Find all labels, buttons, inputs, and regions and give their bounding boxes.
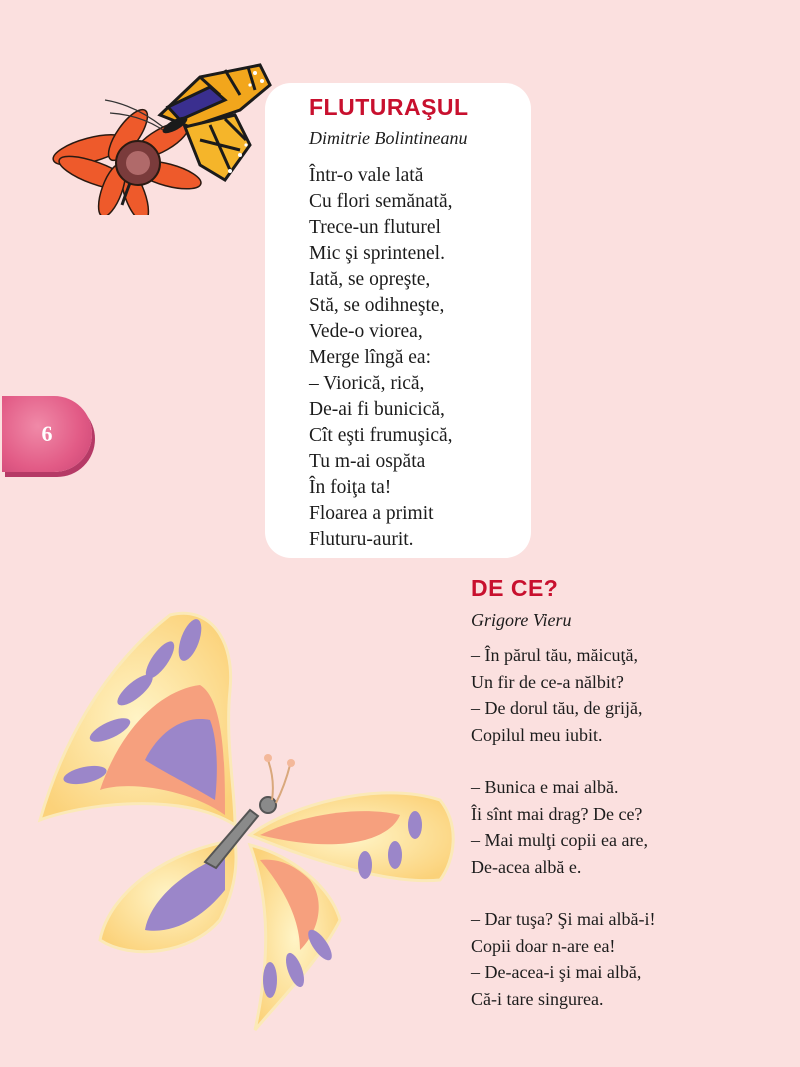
poem-line: – Viorică, rică, bbox=[309, 373, 425, 394]
poem-line: – Mai mulţi copii ea are, bbox=[471, 830, 648, 850]
monarch-butterfly-illustration bbox=[50, 55, 275, 215]
poem-line: De-ai fi bunicică, bbox=[309, 399, 445, 420]
poem-line: Trece-un fluturel bbox=[309, 217, 441, 238]
poem-line: În foiţa ta! bbox=[309, 477, 392, 498]
poem-line: Vede-o viorea, bbox=[309, 321, 423, 342]
poem-line: Stă, se odihneşte, bbox=[309, 295, 445, 316]
poem-line: Că-i tare singurea. bbox=[471, 988, 604, 1009]
page-number-badge bbox=[2, 396, 92, 472]
poem-author: Grigore Vieru bbox=[471, 610, 572, 630]
poem-line: Un fir de ce-a nălbit? bbox=[471, 671, 624, 692]
poem-line: – De dorul tău, de grijă, bbox=[471, 698, 643, 718]
poem-de-ce bbox=[471, 575, 791, 1012]
poem-line: Tu m-ai ospăta bbox=[309, 451, 426, 472]
poem-line: De-acea albă e. bbox=[471, 856, 582, 877]
poem-author: Dimitrie Bolintineanu bbox=[309, 128, 468, 148]
poem-line: Cît eşti frumuşică, bbox=[309, 425, 453, 446]
poem-line: Îi sînt mai drag? De ce? bbox=[471, 803, 643, 824]
poem-title: DE CE? bbox=[471, 575, 559, 601]
lower-right-wing bbox=[250, 845, 340, 1030]
poem-lines bbox=[309, 163, 453, 553]
poem-line: Iată, se opreşte, bbox=[309, 269, 431, 290]
poem-title: FLUTURAŞUL bbox=[309, 94, 469, 120]
poem-lines bbox=[471, 642, 791, 1012]
poem-line: Copii doar n-are ea! bbox=[471, 935, 616, 956]
poem-card-fluturasul bbox=[265, 83, 531, 558]
poem-line: – Bunica e mai albă. bbox=[471, 777, 619, 797]
pastel-butterfly-illustration bbox=[20, 600, 465, 1045]
page-number: 6 bbox=[41, 421, 53, 446]
poem-line: – De-acea-i şi mai albă, bbox=[471, 962, 642, 982]
poem-line: Cu flori semănată, bbox=[309, 191, 453, 212]
upper-left-wing bbox=[40, 613, 235, 825]
poem-line: – În părul tău, măicuţă, bbox=[471, 645, 638, 665]
poem-line: Într-o vale lată bbox=[309, 165, 424, 186]
poem-line: Copilul meu iubit. bbox=[471, 724, 603, 745]
poem-line: Mic şi sprintenel. bbox=[309, 243, 445, 264]
poem-line: Merge lîngă ea: bbox=[309, 347, 432, 368]
poem-line: Floarea a primit bbox=[309, 503, 434, 524]
poem-line: – Dar tuşa? Şi mai albă-i! bbox=[471, 909, 656, 929]
poem-line: Fluturu-aurit. bbox=[309, 529, 414, 550]
